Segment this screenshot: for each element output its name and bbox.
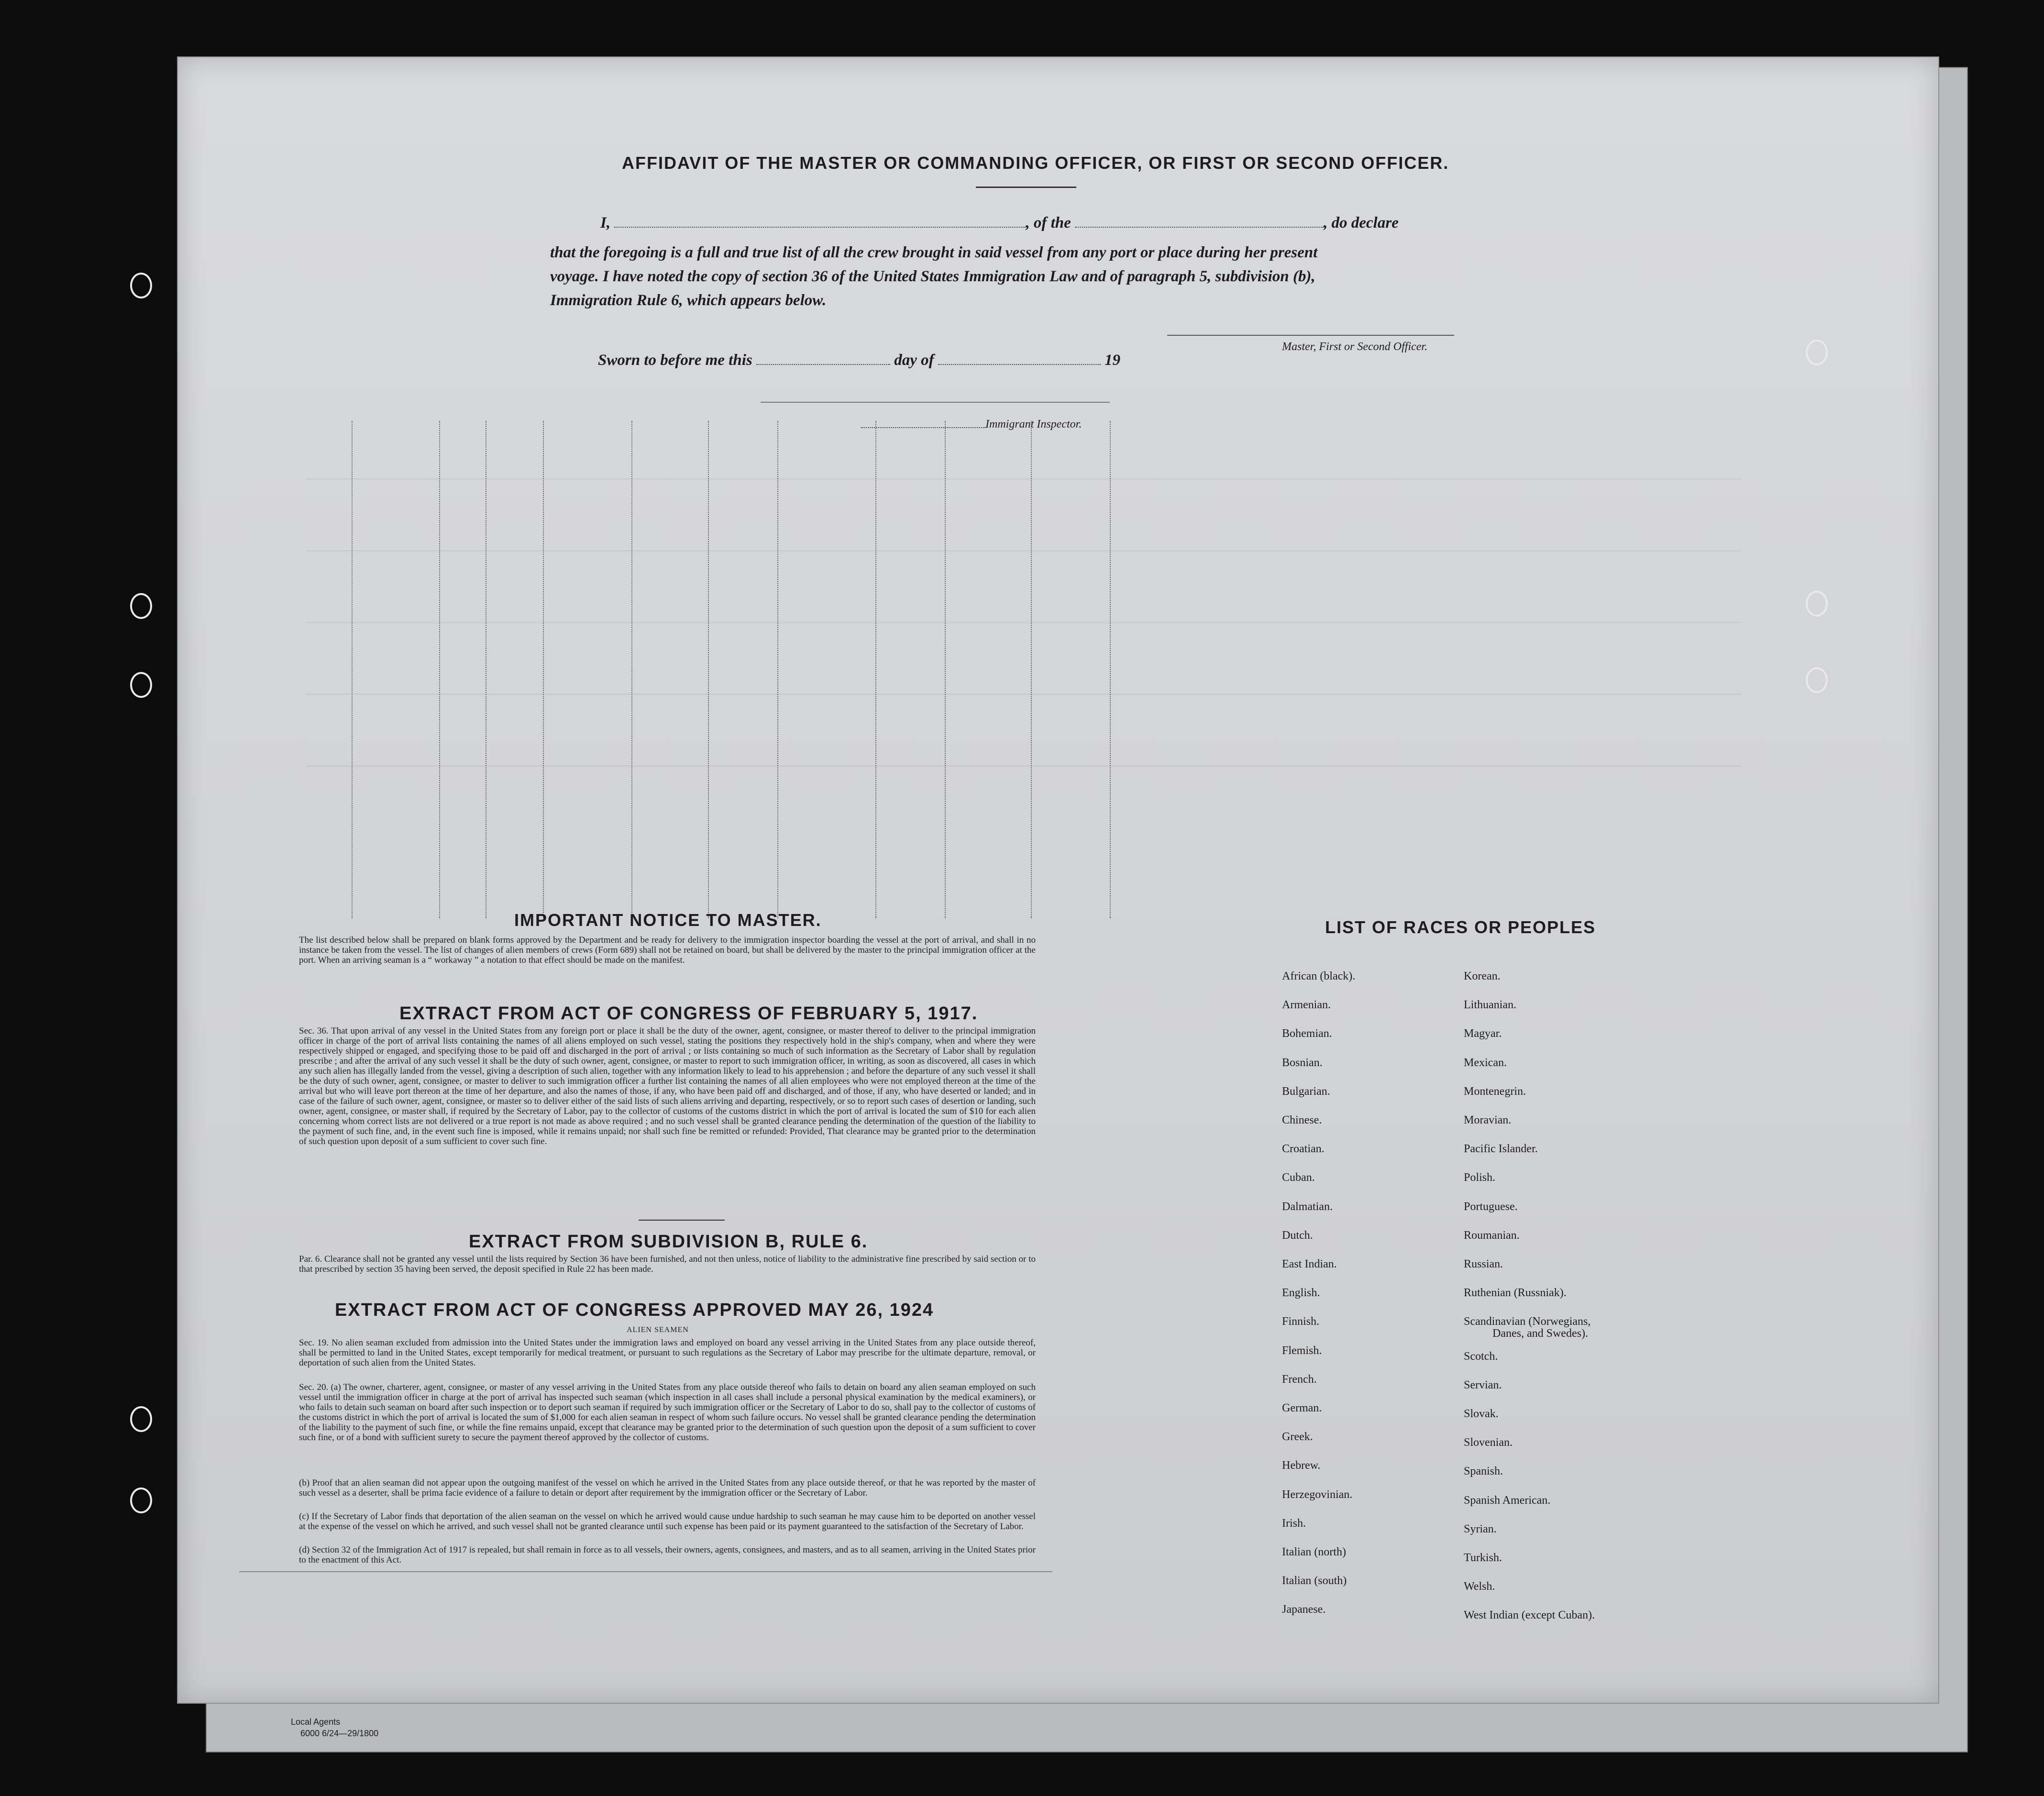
- ghost-row: [306, 550, 1741, 551]
- race-item: Russian.: [1464, 1258, 1503, 1270]
- sworn-month-blank[interactable]: [938, 364, 1101, 365]
- race-item: Turkish.: [1464, 1552, 1502, 1564]
- extract-rule6-body: Par. 6. Clearance shall not be granted any vessel until the lists required by Section 36 have been furnished, and not then unless, notice of liability to the administrative fine prescribed by said section or to that prescribed by section 35 having been served, the deposit specified in Rule 22 has been made.: [299, 1254, 1036, 1274]
- footer-agents: Local Agents: [291, 1717, 341, 1727]
- title-divider: [976, 187, 1076, 188]
- race-item: Cuban.: [1282, 1171, 1315, 1184]
- race-item: Roumanian.: [1464, 1229, 1520, 1242]
- race-item: Servian.: [1464, 1378, 1502, 1391]
- extract-1924-sec19: Sec. 19. No alien seaman excluded from admission into the United States under the immigration laws and employed on board any vessel arriving in the United States from any place outside thereof, shall be permitted to land in the United States, except temporarily for medical treatment, or pursuant to such regulations as the Secretary of Labor may prescribe for the ultimate departure, removal, or deportation of such alien from the United States.: [299, 1338, 1036, 1368]
- race-item: Syrian.: [1464, 1522, 1497, 1535]
- sworn-day-blank[interactable]: [756, 364, 890, 365]
- race-item: Slovenian.: [1464, 1436, 1513, 1449]
- vessel-blank[interactable]: [1075, 227, 1324, 228]
- inspector-line[interactable]: [861, 427, 985, 428]
- race-item: Montenegrin.: [1464, 1085, 1526, 1098]
- declaration-line-2: that the foregoing is a full and true list of all the crew brought in said vessel from any port or place during her present: [550, 244, 1318, 261]
- punch-hole: [1806, 667, 1828, 693]
- notice-title: IMPORTANT NOTICE TO MASTER.: [514, 910, 822, 930]
- race-item: German.: [1282, 1402, 1322, 1414]
- extract-1917-body: Sec. 36. That upon arrival of any vessel in the United States from any foreign port or place it shall be the duty of the owner, agent, consignee, or master thereof to deliver to the principal immigration officer in charge of the port of arrival lists containing the names of all aliens employed on such vessel, stating the positions they respectively hold in the ship's company, when and where they were respectively shipped or engaged, and specifying those to be paid off and discharged in the port of arrival ; or lists containing so much of such information as the Secretary of Labor shall by regulation prescribe ; and after the arrival of any such vessel it shall be the duty of such owner, agent, consignee, or master to report to such immigration officer, in writing, as soon as discovered, all cases in which any such alien has illegally landed from the vessel, giving a description of such alien, together with any information likely to lead to his apprehension ; and before the departure of any such vessel it shall be the duty of such owner, agent, consignee, or master to deliver to such immigration officer a further list containing the names of all alien employees who were not employed thereon at the time of the arrival but who will leave port thereon at the time of her departure, and also the names of those, if any, who have been paid off and discharged, and of those, if any, who have deserted or landed; and in case of the failure of such owner, agent, consignee, or master so to deliver either of the said lists of such aliens arriving and departing, respectively, or so to report such cases of desertion or landing, such owner, agent, consignee, or master shall, if required by the Secretary of Labor, pay to the collector of customs of the customs district in which the port of arrival is located the sum of $10 for each alien concerning whom correct lists are not delivered or a true report is not made as above required ; and no such vessel shall be granted clearance pending the determination of the question of the liability to the payment of such fine, and, in the event such fine is imposed, while it remains unpaid; nor shall such fine be remitted or refunded: Provided, That clearance may be granted prior to the determination of such question upon deposit of a sum sufficient to cover such fine.: [299, 1026, 1036, 1146]
- ghost-row: [306, 622, 1741, 623]
- punch-hole: [130, 273, 152, 298]
- race-item: Croatian.: [1282, 1143, 1325, 1156]
- punch-hole: [130, 593, 152, 619]
- column-rule: [708, 421, 710, 918]
- column-rule: [543, 421, 545, 918]
- column-rule: [352, 421, 354, 918]
- race-item: Irish.: [1282, 1517, 1306, 1530]
- race-item: Spanish.: [1464, 1465, 1503, 1478]
- extract-1924-subtitle: ALIEN SEAMEN: [627, 1326, 689, 1334]
- bottom-rule: [239, 1571, 1052, 1572]
- extract-1924-sec20b: (b) Proof that an alien seaman did not appear upon the outgoing manifest of the vessel on which he arrived in the United States from any place outside thereof, or that he was reported by the master of such vessel as a deserter, shall be prima facie evidence of a failure to detain or deport after requirement by the immigration officer or the Secretary of Labor.: [299, 1478, 1036, 1498]
- footer-form-number: 6000 6/24—29/1800: [300, 1729, 379, 1738]
- ghost-row: [306, 694, 1741, 695]
- race-item: Ruthenian (Russniak).: [1464, 1287, 1567, 1300]
- race-item: Portuguese.: [1464, 1200, 1518, 1213]
- race-item: Greek.: [1282, 1431, 1313, 1443]
- race-item: Hebrew.: [1282, 1459, 1321, 1472]
- column-rule: [945, 421, 947, 918]
- punch-hole: [1806, 591, 1828, 617]
- punch-hole: [1806, 340, 1828, 365]
- extract-divider: [639, 1220, 725, 1221]
- master-signature-label: Master, First or Second Officer.: [1282, 341, 1427, 353]
- sworn-day-of: day of: [894, 352, 934, 369]
- extract-rule6-title: EXTRACT FROM SUBDIVISION B, RULE 6.: [469, 1232, 868, 1252]
- race-item: Pacific Islander.: [1464, 1143, 1538, 1156]
- race-item: Dalmatian.: [1282, 1200, 1333, 1213]
- race-item: Herzegovinian.: [1282, 1488, 1353, 1501]
- extract-1924-sec20a: Sec. 20. (a) The owner, charterer, agent, consignee, or master of any vessel arriving in the United States from any place outside thereof who fails to detain on board any alien seaman employed on such vessel until the immigration officer in charge at the port of arrival has inspected such seaman (which inspection in all cases shall include a personal physical examination by the medical examiners), or who fails to detain such seaman on board after such inspection or to deport such seaman if required by such immigration officer or the Secretary of Labor to do so, shall pay to the collector of customs of the customs district in which the port of arrival is located the sum of $1,000 for each alien seaman in respect of whom such failure occurs. No vessel shall be granted clearance pending the determination of the liability to the payment of such fine, or while the fine remains unpaid, except that clearance may be granted prior to the determination of such question upon the deposit of a sum sufficient to cover such fine, or of a bond with sufficient surety to secure the payment thereof approved by the collector of customs.: [299, 1382, 1036, 1443]
- column-rule: [875, 421, 877, 918]
- column-rule: [1110, 421, 1112, 918]
- notice-body: The list described below shall be prepared on blank forms approved by the Department and be ready for delivery to the immigration inspector boarding the vessel at the port of arrival, and shall in no instance be taken from the vessel. The list of changes of alien members of crews (Form 689) shall not be retained on board, but shall be delivered by the master to the principal immigration officer at the port. When an arriving seaman is a “ workaway ” a notation to that effect should be made on the manifest.: [299, 935, 1036, 965]
- punch-hole: [130, 1487, 152, 1513]
- extract-1924-title: EXTRACT FROM ACT OF CONGRESS APPROVED MAY 26, 1924: [335, 1300, 934, 1320]
- race-item: Bulgarian.: [1282, 1085, 1330, 1098]
- race-item: African (black).: [1282, 970, 1356, 982]
- master-signature-line[interactable]: [1167, 335, 1454, 336]
- name-blank[interactable]: [614, 227, 1026, 228]
- punch-hole: [130, 672, 152, 698]
- punch-hole: [130, 1406, 152, 1432]
- affidavit-title: AFFIDAVIT OF THE MASTER OR COMMANDING OFFICER, OR FIRST OR SECOND OFFICER.: [622, 153, 1449, 173]
- race-item: Scotch.: [1464, 1350, 1498, 1363]
- declaration-line-4: Immigration Rule 6, which appears below.: [550, 292, 827, 309]
- race-item: Lithuanian.: [1464, 999, 1516, 1012]
- race-item-continuation: Danes, and Swedes).: [1492, 1327, 1588, 1340]
- race-item: Mexican.: [1464, 1056, 1507, 1069]
- ghost-row: [306, 478, 1741, 480]
- race-item: Spanish American.: [1464, 1494, 1551, 1507]
- race-item: French.: [1282, 1373, 1317, 1386]
- declaration-line-3: voyage. I have noted the copy of section 36 of the United States Immigration Law and of paragraph 5, subdivision (b),: [550, 268, 1315, 285]
- sworn-year: 19: [1105, 352, 1121, 369]
- race-item: Japanese.: [1282, 1603, 1326, 1616]
- extract-1917-title: EXTRACT FROM ACT OF CONGRESS OF FEBRUARY 5, 1917.: [399, 1003, 978, 1024]
- race-item: Bohemian.: [1282, 1027, 1332, 1040]
- declaration-do-declare: , do declare: [1324, 214, 1399, 231]
- race-item: Chinese.: [1282, 1114, 1322, 1126]
- declaration-line-1: [600, 214, 1495, 232]
- race-item: Welsh.: [1464, 1580, 1495, 1593]
- column-rule: [486, 421, 487, 918]
- race-item: Italian (south): [1282, 1575, 1347, 1587]
- ghost-row: [306, 765, 1741, 767]
- extract-1924-sec20c: (c) If the Secretary of Labor finds that deportation of the alien seaman on the vessel on which he arrived would cause undue hardship to such seaman he may cause him to be deported on another vessel at the expense of the vessel on which he arrived, and such vessel shall not be granted clearance until such expense has been paid or its payment guaranteed to the satisfaction of the Secretary of Labor.: [299, 1511, 1036, 1532]
- column-rule: [631, 421, 633, 918]
- declaration-i: I,: [600, 214, 611, 231]
- sworn-line: [598, 352, 1220, 369]
- sworn-divider: [761, 402, 1110, 403]
- race-item: Bosnian.: [1282, 1056, 1323, 1069]
- column-rule: [777, 421, 779, 918]
- race-item: Finnish.: [1282, 1315, 1320, 1328]
- race-item: Moravian.: [1464, 1114, 1512, 1126]
- race-item: Polish.: [1464, 1171, 1496, 1184]
- column-rule: [439, 421, 441, 918]
- races-title: LIST OF RACES OR PEOPLES: [1325, 917, 1596, 937]
- race-item: Dutch.: [1282, 1229, 1313, 1242]
- declaration-of-the: , of the: [1026, 214, 1071, 231]
- race-item: West Indian (except Cuban).: [1464, 1609, 1595, 1622]
- race-item: Slovak.: [1464, 1408, 1499, 1420]
- race-item: Scandinavian (Norwegians,: [1464, 1315, 1591, 1328]
- race-item: Italian (north): [1282, 1546, 1346, 1558]
- race-item: East Indian.: [1282, 1258, 1337, 1270]
- race-item: English.: [1282, 1287, 1320, 1300]
- column-rule: [1031, 421, 1033, 918]
- race-item: Magyar.: [1464, 1027, 1502, 1040]
- sworn-prefix: Sworn to before me this: [598, 352, 752, 369]
- inspector-label: Immigrant Inspector.: [985, 418, 1082, 430]
- race-item: Korean.: [1464, 970, 1501, 982]
- extract-1924-sec20d: (d) Section 32 of the Immigration Act of 1917 is repealed, but shall remain in force as to all vessels, their owners, agents, consignees, and masters, and as to all seamen, arriving in the United States prior to the enactment of this Act.: [299, 1545, 1036, 1565]
- race-item: Armenian.: [1282, 999, 1331, 1012]
- race-item: Flemish.: [1282, 1344, 1322, 1357]
